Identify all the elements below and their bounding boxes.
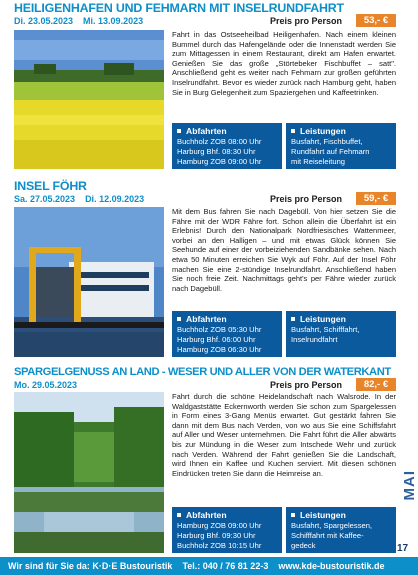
services-box — [286, 311, 396, 357]
tour-title: HEILIGENHAFEN UND FEHMARN MIT INSELRUNDFAHRT — [14, 1, 344, 15]
service-line: Busfahrt, Spargelessen, — [291, 521, 373, 530]
service-line: Schifffahrt mit Kaffee- — [291, 531, 364, 540]
tour-date-1: Sa. 27.05.2023 — [14, 194, 76, 204]
month-label-text: MAI — [401, 470, 418, 501]
bullet-square-icon — [291, 513, 295, 517]
price-label: Preis pro Person — [270, 380, 343, 390]
services-box — [286, 507, 396, 553]
price-label: Preis pro Person — [270, 194, 343, 204]
footer-web-link[interactable]: www.kde-bustouristik.de — [278, 561, 385, 571]
departure-line: Hamburg ZOB 09:00 Uhr — [177, 521, 262, 530]
departure-line: Hamburg ZOB 06:30 Uhr — [177, 345, 262, 354]
services-box — [286, 123, 396, 169]
tour-date-row — [14, 16, 396, 27]
departures-title — [177, 126, 277, 137]
price-badge: 53,- € — [356, 14, 396, 27]
tour-date-row — [14, 194, 396, 205]
departures-title — [177, 510, 277, 521]
footer-bar — [0, 557, 418, 575]
month-label — [401, 470, 418, 530]
price-label: Preis pro Person — [270, 16, 343, 26]
services-title — [291, 126, 391, 137]
service-line: Busfahrt, Schifffahrt, — [291, 325, 360, 334]
service-line: mit Reiseleitung — [291, 157, 346, 166]
departure-line: Buchholz ZOB 10:15 Uhr — [177, 541, 262, 550]
tour-date-row — [14, 380, 396, 391]
bullet-square-icon — [177, 513, 181, 517]
page-number: 17 — [397, 543, 409, 554]
tour-heiligenhafen — [14, 2, 396, 170]
departures-title-text: Abfahrten — [186, 126, 227, 136]
photo-river-landscape — [14, 392, 164, 553]
bullet-square-icon — [177, 317, 181, 321]
services-title-text: Leistungen — [300, 314, 346, 324]
service-line: Inselrundfahrt — [291, 335, 338, 344]
tour-date-2: Di. 12.09.2023 — [85, 194, 145, 204]
departure-line: Buchholz ZOB 08:00 Uhr — [177, 137, 262, 146]
services-title-text: Leistungen — [300, 510, 346, 520]
service-line: gedeck — [291, 541, 316, 550]
bullet-square-icon — [291, 317, 295, 321]
services-title — [291, 314, 391, 325]
departures-box — [172, 507, 282, 553]
departures-title — [177, 314, 277, 325]
bullet-square-icon — [177, 129, 181, 133]
tour-spargelgenuss — [14, 366, 396, 554]
departures-box — [172, 123, 282, 169]
departure-line: Hamburg ZOB 09:00 Uhr — [177, 157, 262, 166]
service-line: Busfahrt, Fischbuffet, — [291, 137, 363, 146]
price-badge: 82,- € — [356, 378, 396, 391]
departure-line: Harburg Bhf. 09:30 Uhr — [177, 531, 256, 540]
departures-box — [172, 311, 282, 357]
bullet-square-icon — [291, 129, 295, 133]
tour-description: Fahrt durch die schöne Heidelandschaft nach Walsrode. In der Waldgaststätte Eckernworth werden Sie schon zum Spargelessen in Form eines 3-Gang Menüs erwartet. Gut gestärkt fahren Sie dann mit dem Bus nach Verden, von wo aus Sie eine Schiffsfahrt auf Aller und Weser unternehmen. Die Fahrt führt die Aller abwärts bis zur Mündung in die Weser zum Intschede Wehr und zurück nach Verden. Während der Fahrt genießen Sie die Landschaft, wird Ihnen ein Kaffee und Kuchen serviert. Mit diesen schönen Eindrücken treten Sie dann die Heimreise an. — [172, 392, 396, 478]
tour-foehr — [14, 180, 396, 358]
footer-intro: Wir sind für Sie da: K·D·E Bustouristik — [8, 561, 173, 571]
tour-description: Mit dem Bus fahren Sie nach Dagebüll. Von hier setzen Sie die Fähre mit der WDR Fähre fort. Schon allein die Überfahrt ist ein Erlebnis! Durch den Nationalpark Nordfriesisches Wattenmeer, vorbei an den Halligen – und mit etwas Glück können Sie Seehunde auf einer der vorbeiziehenden Sandbänke sehen. Nach etwa 50 Minuten erreichen Sie Wyk auf Föhr. Auf der Insel Föhr machen Sie eine 2-stündige Inselrundfahrt. Anschließend haben Sie noch freie Zeit. Nachmittags geht's per Fähre wieder zurück nach Dagebüll. — [172, 207, 396, 293]
tour-date-1: Di. 23.05.2023 — [14, 16, 74, 26]
service-line: Rundfahrt auf Fehmarn — [291, 147, 370, 156]
services-title-text: Leistungen — [300, 126, 346, 136]
departure-line: Harburg Bhf. 08:30 Uhr — [177, 147, 256, 156]
tour-date-2: Mi. 13.09.2023 — [83, 16, 144, 26]
departure-line: Buchholz ZOB 05:30 Uhr — [177, 325, 262, 334]
services-title — [291, 510, 391, 521]
footer-phone[interactable]: Tel.: 040 / 76 81 22-3 — [182, 561, 269, 571]
tour-description: Fahrt in das Ostseeheilbad Heiligenhafen. Nach einem kleinen Bummel durch das Hafengelände oder die Innenstadt werden Sie zum Mittagessen in einem Restaurant, direkt am Hafen erwartet. Genießen Sie das große „Störtebeker Fischbuffet – satt". Anschließend geht es weiter nach Fehmarn zur großen geführten Inselrundfahrt. Bevor es wieder zurück nach Hamburg geht, haben Sie in Burg Gelegenheit zum Spaziergehen und Kaffeetrinken. — [172, 30, 396, 97]
tour-date-1: Mo. 29.05.2023 — [14, 380, 78, 390]
photo-ferry — [14, 207, 164, 357]
departure-line: Harburg Bhf. 06:00 Uhr — [177, 335, 256, 344]
departures-title-text: Abfahrten — [186, 314, 227, 324]
price-badge: 59,- € — [356, 192, 396, 205]
departures-title-text: Abfahrten — [186, 510, 227, 520]
photo-rapeseed-field — [14, 30, 164, 169]
tour-title: INSEL FÖHR — [14, 179, 87, 193]
tour-title: SPARGELGENUSS AN LAND - WESER UND ALLER VON DER WATERKANT — [14, 366, 391, 378]
